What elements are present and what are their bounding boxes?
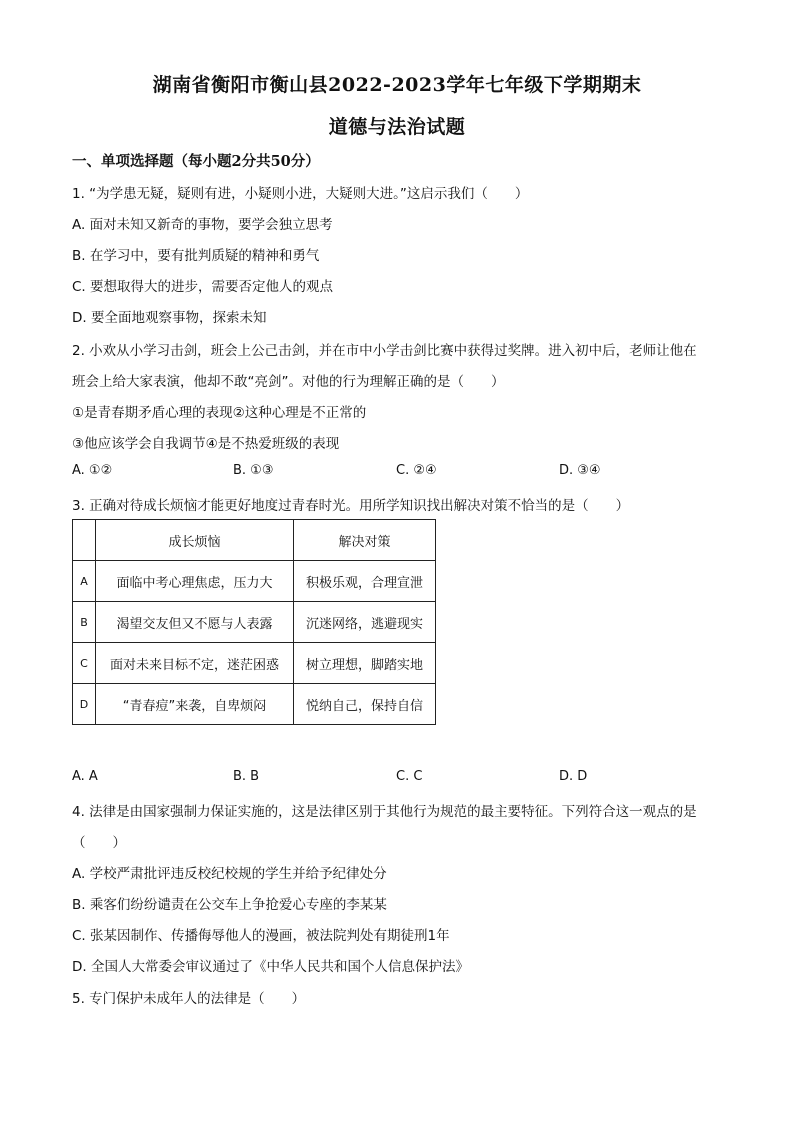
table-cell: 渴望交友但又不愿与人表露	[96, 602, 294, 643]
exam-title: 湖南省衡阳市衡山县2022-2023学年七年级下学期期末	[152, 74, 642, 96]
table-header-row	[73, 520, 436, 561]
table-cell: 积极乐观，合理宣泄	[294, 561, 436, 602]
exam-subtitle: 道德与法治试题	[328, 116, 466, 138]
table-row	[73, 561, 436, 602]
table-cell: B	[73, 602, 96, 643]
q1-option-d: D. 要全面地观察事物，探索未知	[72, 310, 267, 326]
table-row	[73, 643, 436, 684]
table-cell: 树立理想，脚踏实地	[294, 643, 436, 684]
q3-option-b: B. B	[233, 769, 260, 784]
q4-option-b: B. 乘客们纷纷谴责在公交车上争抢爱心专座的李某某	[72, 897, 387, 913]
q4-option-a: A. 学校严肃批评违反校纪校规的学生并给予纪律处分	[72, 866, 387, 882]
table-row	[73, 602, 436, 643]
q4-stem-line2: （ ）	[72, 835, 126, 851]
q4-option-d: D. 全国人大常委会审议通过了《中华人民共和国个人信息保护法》	[72, 959, 469, 975]
q2-option-a: A. ①②	[72, 463, 113, 478]
q2-option-d: D. ③④	[559, 463, 601, 478]
q4-stem-line1: 4. 法律是由国家强制力保证实施的，这是法律区别于其他行为规范的最主要特征。下列符合这一观点的是	[72, 804, 697, 820]
table-cell: “青春痘”来袭，自卑烦闷	[96, 684, 294, 725]
q2-option-b: B. ①③	[233, 463, 274, 478]
table-row	[73, 684, 436, 725]
q2-statements-line2: ③他应该学会自我调节④是不热爱班级的表现	[72, 436, 340, 452]
q5-stem: 5. 专门保护未成年人的法律是（ ）	[72, 991, 306, 1007]
q3-option-c: C. C	[396, 769, 423, 784]
table-header-cell: 成长烦恼	[96, 520, 294, 561]
table-header-cell: 解决对策	[294, 520, 436, 561]
q1-option-c: C. 要想取得大的进步，需要否定他人的观点	[72, 279, 334, 295]
growth-troubles-table	[72, 519, 436, 725]
table-header-cell	[73, 520, 96, 561]
section-heading: 一、单项选择题（每小题2分共50分）	[72, 153, 320, 170]
q3-option-a: A. A	[72, 769, 98, 784]
table-cell: 沉迷网络，逃避现实	[294, 602, 436, 643]
q3-option-d: D. D	[559, 769, 588, 784]
q1-option-b: B. 在学习中，要有批判质疑的精神和勇气	[72, 248, 320, 264]
q2-stem-line2: 班会上给大家表演，他却不敢“亮剑”。对他的行为理解正确的是（ ）	[72, 374, 505, 390]
table-cell: 悦纳自己，保持自信	[294, 684, 436, 725]
table-cell: 面对未来目标不定，迷茫困惑	[96, 643, 294, 684]
table-cell: 面临中考心理焦虑，压力大	[96, 561, 294, 602]
q1-option-a: A. 面对未知又新奇的事物，要学会独立思考	[72, 217, 333, 233]
q4-option-c: C. 张某因制作、传播侮辱他人的漫画，被法院判处有期徒刑1年	[72, 928, 450, 944]
q2-statements-line1: ①是青春期矛盾心理的表现②这种心理是不正常的	[72, 405, 367, 421]
q2-stem-line1: 2. 小欢从小学习击剑，班会上公己击剑，并在市中小学击剑比赛中获得过奖牌。进入初中后，老师让他在	[72, 343, 697, 359]
table-cell: D	[73, 684, 96, 725]
q1-stem: 1. “为学患无疑，疑则有进，小疑则小进，大疑则大进。”这启示我们（ ）	[72, 186, 529, 202]
q2-option-c: C. ②④	[396, 463, 437, 478]
table-cell: C	[73, 643, 96, 684]
table-cell: A	[73, 561, 96, 602]
q3-stem: 3. 正确对待成长烦恼才能更好地度过青春时光。用所学知识找出解决对策不恰当的是（ ）	[72, 498, 630, 514]
